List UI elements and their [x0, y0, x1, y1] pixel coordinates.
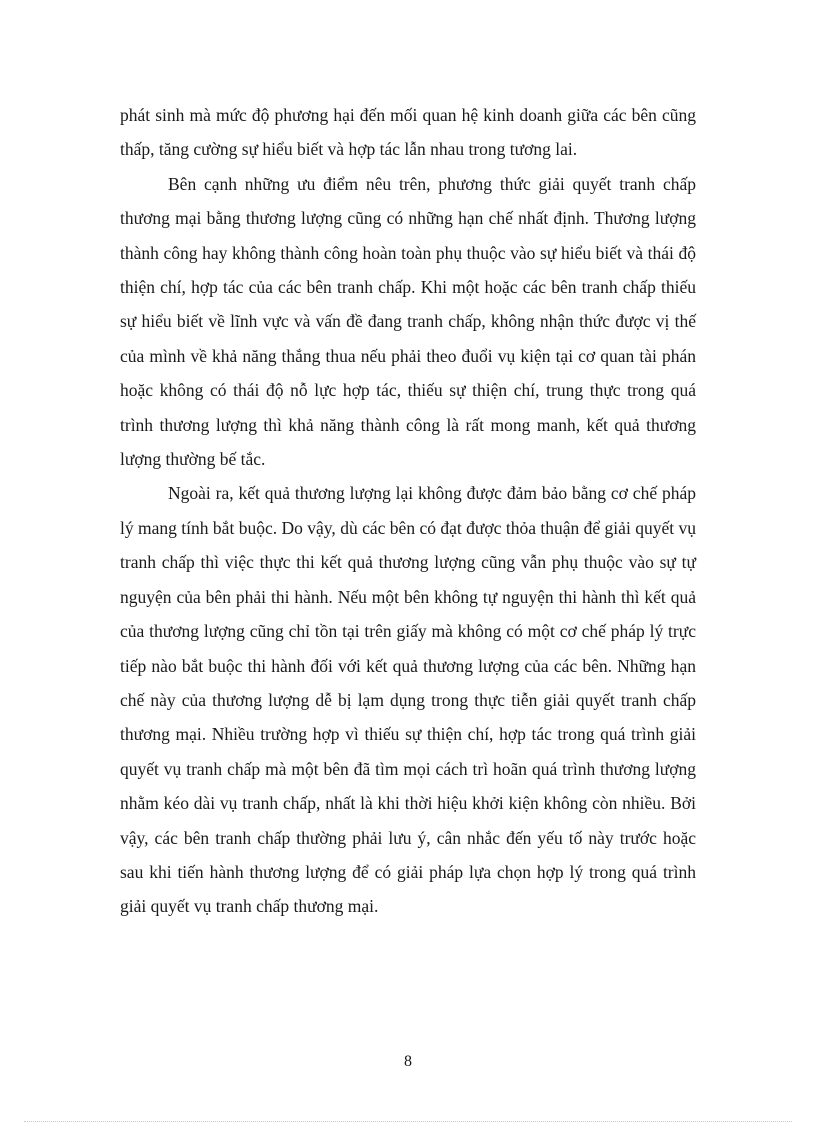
paragraph-1: phát sinh mà mức độ phương hại đến mối quan hệ kinh doanh giữa các bên cũng thấp, tăng cường sự hiểu biết và hợp tác lẫn nhau trong tương lai. [120, 105, 696, 160]
body-text [120, 98, 696, 924]
page-number: 8 [404, 1053, 412, 1070]
paragraph-3: Ngoài ra, kết quả thương lượng lại không được đảm bảo bằng cơ chế pháp lý mang tính bắt buộc. Do vậy, dù các bên có đạt được thỏa thuận để giải quyết vụ tranh chấp thì việc thực thi kết quả thương lượng cũng vẫn phụ thuộc vào sự tự nguyện của bên phải thi hành. Nếu một bên không tự nguyện thi hành thì kết quả của thương lượng cũng chỉ tồn tại trên giấy mà không có một cơ chế pháp lý trực tiếp nào bắt buộc thi hành đối với kết quả thương lượng của các bên. Những hạn chế này của thương lượng dễ bị lạm dụng trong thực tiễn giải quyết tranh chấp thương mại. Nhiều trường hợp vì thiếu sự thiện chí, hợp tác trong quá trình giải quyết vụ tranh chấp mà một bên đã tìm mọi cách trì hoãn quá trình thương lượng nhằm kéo dài vụ tranh chấp, nhất là khi thời hiệu khởi kiện không còn nhiều. Bởi vậy, các bên tranh chấp thường phải lưu ý, cân nhắc đến yếu tố này trước hoặc sau khi tiến hành thương lượng để có giải pháp lựa chọn hợp lý trong quá trình giải quyết vụ tranh chấp thương mại. [120, 483, 696, 917]
page-bottom-divider [24, 1121, 792, 1122]
paragraph-2: Bên cạnh những ưu điểm nêu trên, phương thức giải quyết tranh chấp thương mại bằng thương lượng cũng có những hạn chế nhất định. Thương lượng thành công hay không thành công hoàn toàn phụ thuộc vào sự hiểu biết và thái độ thiện chí, hợp tác của các bên tranh chấp. Khi một hoặc các bên tranh chấp thiếu sự hiểu biết về lĩnh vực và vấn đề đang tranh chấp, không nhận thức được vị thế của mình về khả năng thắng thua nếu phải theo đuổi vụ kiện tại cơ quan tài phán hoặc không có thái độ nỗ lực hợp tác, thiếu sự thiện chí, trung thực trong quá trình thương lượng thì khả năng thành công là rất mong manh, kết quả thương lượng thường bế tắc. [120, 173, 696, 470]
